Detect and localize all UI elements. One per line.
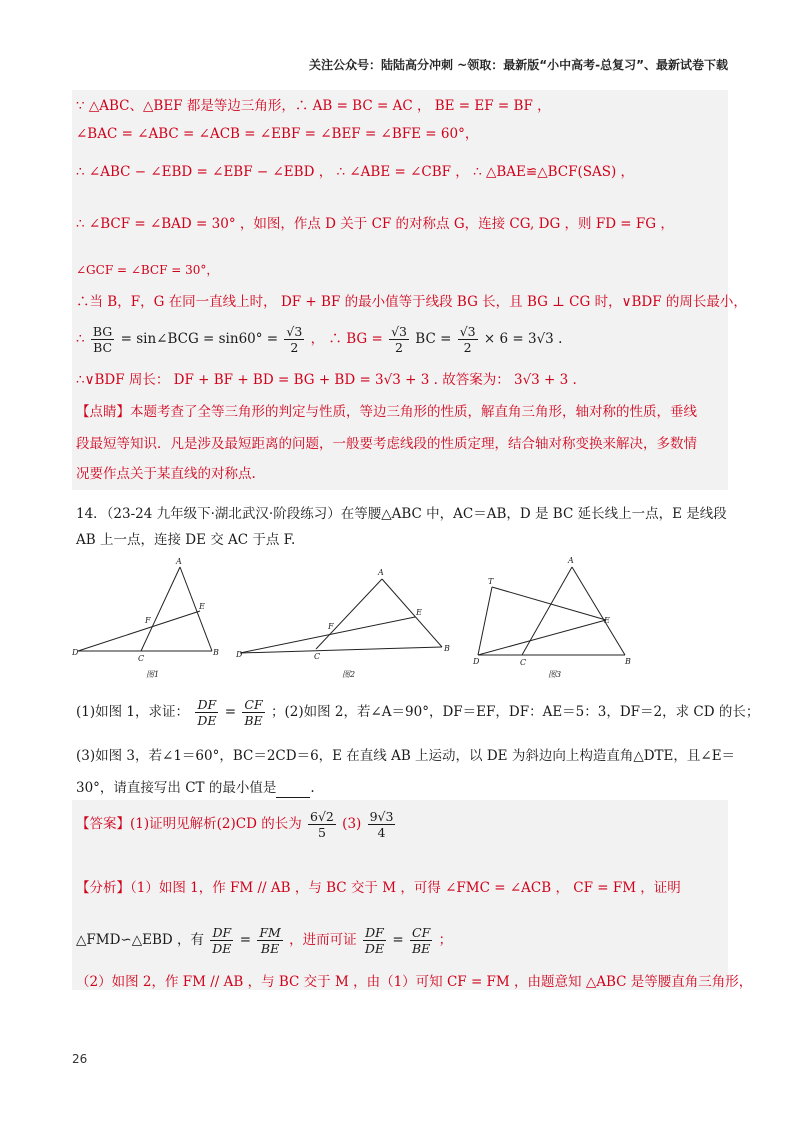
question-1-2: (1)如图 1，求证： $\frac{DF}{DE}$ = $\frac{CF}{BE}$ ；(2)如图 2，若∠A＝90°，DF＝EF，DF：AE＝5：3，DF＝2，求 CD 的长； bbox=[76, 697, 760, 728]
figure-2-svg bbox=[232, 553, 462, 683]
problem-line-2: AB 上一点，连接 DE 交 AC 于点 F. bbox=[76, 532, 296, 548]
fig3-label-a: A bbox=[568, 556, 574, 565]
fig2-label-c: C bbox=[314, 652, 321, 661]
fig3-label-c: C bbox=[520, 658, 527, 667]
figure-1-svg bbox=[72, 553, 222, 683]
fig2-label-f: F bbox=[328, 622, 334, 631]
analysis-line-3: （2）如图 2，作 FM // AB ，与 BC 交于 M ，由（1）可知 CF = FM ，由题意知 △ABC 是等腰直角三角形， bbox=[76, 974, 753, 990]
fraction-df-de: $\frac{DF}{DE}$ bbox=[197, 697, 217, 728]
fig2-caption: 图2 bbox=[342, 670, 356, 679]
answer-blank bbox=[276, 783, 310, 798]
solution-line-3: ∴ ∠ABC − ∠EBD = ∠EBF − ∠EBD ， ∴ ∠ABE = ∠CBF ， ∴ △BAE≌△BCF(SAS) ， bbox=[76, 164, 635, 180]
analysis-line-2: △FMD∽△EBD ，有 $\frac{DF}{DE}$ = $\frac{FM}{BE}$ ，进而可证 $\frac{DF}{DE}$ = $\frac{CF}{BE}$ ； bbox=[76, 925, 453, 956]
fig3-label-d: D bbox=[473, 657, 480, 666]
fig1-label-d: D bbox=[72, 648, 79, 657]
page-number: 26 bbox=[72, 1052, 88, 1066]
fraction-df-de: $\frac{DF}{DE}$ bbox=[212, 925, 232, 956]
fraction-sqrt3-2: $\frac{√3}{2}$ bbox=[459, 324, 476, 355]
question-3-line-2: 30°，请直接写出 CT 的最小值是 . bbox=[76, 780, 315, 796]
fig3-label-b: B bbox=[625, 657, 631, 666]
fig3-caption: 图3 bbox=[548, 670, 562, 679]
fig3-label-t: T bbox=[488, 577, 494, 586]
figure-3-svg bbox=[470, 553, 640, 683]
fraction-9sqrt3-4: $\frac{9√3}{4}$ bbox=[369, 809, 394, 840]
fraction-sqrt3-2: $\frac{√3}{2}$ bbox=[391, 324, 407, 355]
fraction-df-de: $\frac{DF}{DE}$ bbox=[364, 925, 385, 956]
solution-line-5: ∠GCF = ∠BCF = 30°， bbox=[76, 263, 219, 277]
solution-line-6: ∴当 B，F，G 在同一直线上时， DF + BF 的最小值等于线段 BG 长，且 BG ⊥ CG 时，∨BDF 的周长最小， bbox=[76, 294, 747, 310]
fraction-bg-bc: $\frac{BG}{BC}$ bbox=[92, 324, 113, 355]
dianjing-line-3: 况要作点关于某直线的对称点. bbox=[76, 466, 256, 482]
fig1-caption: 图1 bbox=[146, 670, 160, 679]
fraction-sqrt3-2: $\frac{√3}{2}$ bbox=[286, 324, 303, 355]
dianjing-line-2: 段最短等知识．凡是涉及最短距离的问题，一般要考虑线段的性质定理，结合轴对称变换来解决，多数情 bbox=[76, 436, 697, 452]
fig2-label-e: E bbox=[416, 608, 422, 617]
fraction-cf-be: $\frac{CF}{BE}$ bbox=[244, 697, 263, 728]
fig1-label-c: C bbox=[138, 654, 145, 663]
page-header: 关注公众号：陆陆高分冲刺 ~领取：最新版“小中高考-总复习”、最新试卷下载 bbox=[309, 58, 728, 72]
fraction-6sqrt2-5: $\frac{6√2}{5}$ bbox=[310, 809, 334, 840]
fig2-label-a: A bbox=[378, 568, 384, 577]
solution-line-1: ∵ △ABC、△BEF 都是等边三角形，∴ AB = BC = AC ， BE = EF = BF ， bbox=[76, 98, 551, 114]
fig1-label-e: E bbox=[199, 602, 205, 611]
question-3-line-1: (3)如图 3，若∠1＝60°，BC＝2CD＝6，E 在直线 AB 上运动，以 DE 为斜边向上构造直角△DTE，且∠E＝ bbox=[76, 748, 736, 764]
fig3-label-e: E bbox=[604, 616, 610, 625]
fig1-label-b: B bbox=[213, 648, 219, 657]
solution-shade bbox=[72, 90, 747, 490]
figure-1 bbox=[72, 553, 222, 687]
solution-line-8: ∴∨BDF 周长： DF + BF + BD = BG + BD = 3√3 + 3 . 故答案为： 3√3 + 3 . bbox=[76, 372, 577, 388]
answer-line: 【答案】(1)证明见解析(2)CD 的长为 $\frac{6√2}{5}$ (3) $\frac{9√3}{4}$ bbox=[76, 809, 394, 840]
therefore: ∴ bbox=[76, 331, 85, 347]
fig2-label-d: D bbox=[236, 650, 243, 659]
solution-line-4: ∴ ∠BCF = ∠BAD = 30° ，如图，作点 D 关于 CF 的对称点 G，连接 CG, DG ，则 FD = FG ， bbox=[76, 216, 674, 232]
figure-2 bbox=[232, 553, 462, 687]
fig1-label-f: F bbox=[145, 616, 151, 625]
solution-line-7: ∴ $\frac{BG}{BC}$ = sin∠BCG = sin60° = $\frac{√3}{2}$ ， ∴ BG = $\frac{√3}{2}$ BC = $\frac{√3}{2}$ × 6 = 3√3 . bbox=[76, 324, 563, 355]
problem-line-1: 14．（23-24 九年级下·湖北武汉·阶段练习）在等腰△ABC 中，AC＝AB，D 是 BC 延长线上一点，E 是线段 bbox=[76, 506, 727, 522]
fig1-label-a: A bbox=[176, 557, 182, 566]
analysis-line-1: 【分析】（1）如图 1，作 FM // AB ，与 BC 交于 M ，可得 ∠FMC = ∠ACB ， CF = FM ，证明 bbox=[76, 880, 681, 896]
fraction-fm-be: $\frac{FM}{BE}$ bbox=[259, 925, 281, 956]
figure-3 bbox=[470, 553, 640, 687]
fraction-cf-be: $\frac{CF}{BE}$ bbox=[411, 925, 431, 956]
fig2-label-b: B bbox=[444, 644, 450, 653]
solution-line-2: ∠BAC = ∠ABC = ∠ACB = ∠EBF = ∠BEF = ∠BFE = 60°， bbox=[76, 126, 479, 142]
dianjing-line-1: 【点睛】本题考查了全等三角形的判定与性质，等边三角形的性质，解直角三角形，轴对称的性质，垂线 bbox=[76, 404, 697, 420]
